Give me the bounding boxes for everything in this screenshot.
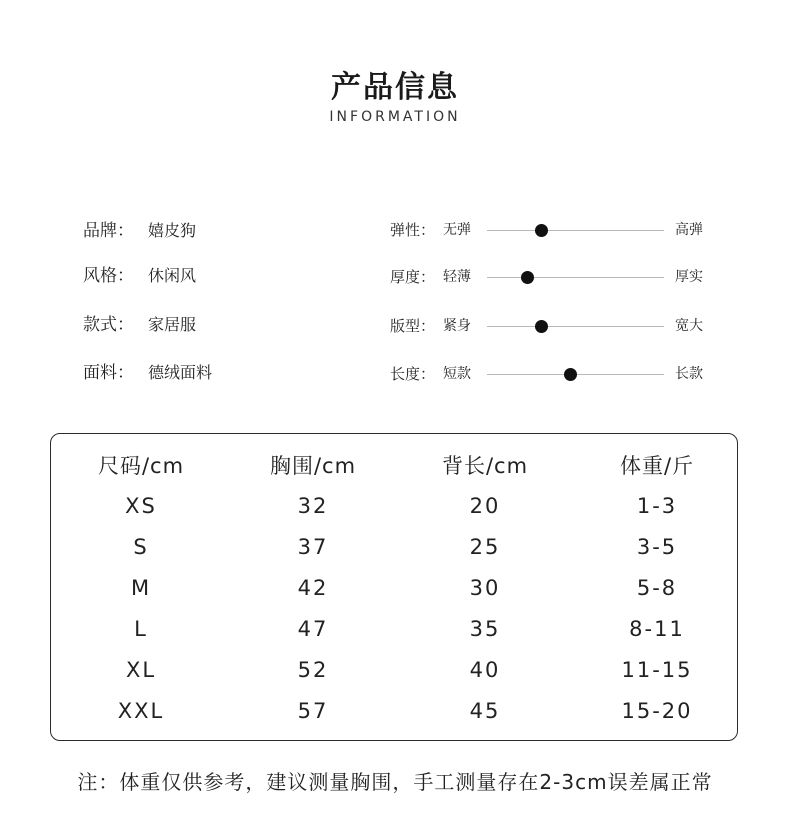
table-cell: 8-11 [629, 617, 685, 641]
scale-indicator-dot [535, 224, 548, 237]
scale-indicator-dot [535, 320, 548, 333]
table-cell: 47 [297, 617, 329, 641]
scale-label: 版型： [390, 317, 436, 335]
scale-indicator-dot [564, 368, 577, 381]
table-header-cell: 背长/cm [441, 454, 529, 478]
info-label: 品牌： [83, 221, 134, 241]
page-subtitle: INFORMATION [329, 109, 461, 125]
scale-length [390, 362, 720, 386]
table-cell: XS [125, 494, 157, 518]
table-header-cell: 尺码/cm [97, 454, 185, 478]
table-cell: 15-20 [621, 699, 693, 723]
scale-label: 弹性： [390, 221, 436, 239]
table-cell: 25 [469, 535, 501, 559]
scale-track [487, 277, 664, 278]
scale-high-label: 高弹 [675, 222, 703, 238]
info-label: 款式： [83, 315, 134, 335]
table-cell: 35 [469, 617, 501, 641]
table-row [51, 696, 739, 726]
table-row [51, 614, 739, 644]
table-cell: 11-15 [621, 658, 693, 682]
table-cell: 45 [469, 699, 501, 723]
scale-high-label: 宽大 [675, 318, 703, 334]
scale-low-label: 紧身 [443, 318, 471, 334]
table-cell: 30 [469, 576, 501, 600]
scale-indicator-dot [521, 271, 534, 284]
table-cell: 3-5 [636, 535, 678, 559]
scale-low-label: 短款 [443, 366, 471, 382]
table-cell: 52 [297, 658, 329, 682]
info-row-brand [83, 219, 197, 243]
info-label: 风格： [83, 266, 134, 286]
page-title: 产品信息 [331, 70, 459, 105]
info-row-type [83, 313, 197, 337]
scale-elasticity [390, 218, 720, 242]
scale-fit [390, 314, 720, 338]
table-cell: XXL [117, 699, 165, 723]
table-cell: XL [125, 658, 157, 682]
info-label: 面料： [83, 363, 134, 383]
table-cell: 32 [297, 494, 329, 518]
info-value: 家居服 [148, 315, 197, 334]
table-cell: 42 [297, 576, 329, 600]
table-cell: S [133, 535, 149, 559]
scale-low-label: 轻薄 [443, 269, 471, 285]
table-row [51, 532, 739, 562]
table-cell: 1-3 [636, 494, 678, 518]
table-cell: 5-8 [636, 576, 678, 600]
info-row-fabric [83, 361, 213, 385]
scale-label: 厚度： [390, 268, 436, 286]
table-row [51, 491, 739, 521]
table-cell: L [134, 617, 148, 641]
info-value: 休闲风 [148, 266, 197, 285]
table-cell: 40 [469, 658, 501, 682]
size-table [50, 433, 738, 741]
info-row-style [83, 264, 197, 288]
table-row [51, 573, 739, 603]
table-cell: 20 [469, 494, 501, 518]
table-cell: 37 [297, 535, 329, 559]
scale-track [487, 326, 664, 327]
table-header-row [51, 451, 739, 481]
scale-low-label: 无弹 [443, 222, 471, 238]
scale-thickness [390, 265, 720, 289]
scale-high-label: 厚实 [675, 269, 703, 285]
scale-high-label: 长款 [675, 366, 703, 382]
size-note: 注：体重仅供参考，建议测量胸围，手工测量存在2-3cm误差属正常 [77, 770, 713, 794]
table-header-cell: 体重/斤 [619, 454, 695, 478]
table-header-cell: 胸围/cm [269, 454, 357, 478]
info-value: 德绒面料 [148, 363, 213, 382]
table-cell: 57 [297, 699, 329, 723]
table-cell: M [130, 576, 152, 600]
scale-label: 长度： [390, 365, 436, 383]
scale-track [487, 230, 664, 231]
table-row [51, 655, 739, 685]
info-value: 嬉皮狗 [148, 221, 197, 240]
